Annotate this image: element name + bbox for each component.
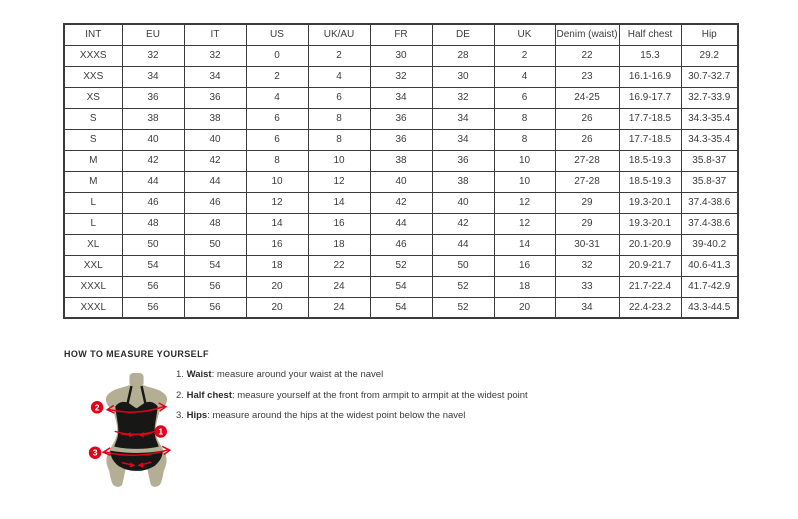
- table-cell: 8: [246, 150, 308, 171]
- table-cell: 40.6-41.3: [681, 255, 738, 276]
- column-header-denim-waist-: Denim (waist): [555, 24, 619, 45]
- table-cell: 16: [308, 213, 370, 234]
- table-cell: 10: [494, 171, 555, 192]
- table-cell: 56: [184, 297, 246, 318]
- table-cell: 29: [555, 213, 619, 234]
- table-cell: 46: [184, 192, 246, 213]
- camisole-top: [114, 402, 158, 449]
- table-cell: 14: [308, 192, 370, 213]
- table-cell: 43.3-44.5: [681, 297, 738, 318]
- table-row: [64, 45, 738, 66]
- table-cell: 56: [184, 276, 246, 297]
- table-cell: 4: [246, 87, 308, 108]
- table-cell: 16: [494, 255, 555, 276]
- table-cell: 10: [246, 171, 308, 192]
- table-cell: 32: [370, 66, 432, 87]
- table-cell: 36: [184, 87, 246, 108]
- table-cell: 24: [308, 276, 370, 297]
- column-header-de: DE: [432, 24, 494, 45]
- table-row: [64, 87, 738, 108]
- table-cell: 27-28: [555, 150, 619, 171]
- step-label: Hips: [186, 410, 208, 421]
- measure-step: [176, 369, 528, 380]
- table-cell: 52: [432, 276, 494, 297]
- table-cell: 41.7-42.9: [681, 276, 738, 297]
- table-cell: 17.7-18.5: [619, 108, 681, 129]
- table-header: [64, 24, 738, 45]
- step-label: Half chest: [186, 389, 232, 401]
- table-cell: 30: [432, 66, 494, 87]
- badge-waist: [154, 425, 167, 438]
- table-row: [64, 171, 738, 192]
- table-cell: 29: [555, 192, 619, 213]
- table-cell: 44: [432, 234, 494, 255]
- step-label: Waist: [186, 369, 212, 380]
- table-cell: 4: [308, 66, 370, 87]
- table-cell: M: [64, 171, 122, 192]
- table-cell: 22: [308, 255, 370, 276]
- table-cell: 38: [184, 108, 246, 129]
- table-cell: 42: [184, 150, 246, 171]
- table-cell: 19.3-20.1: [619, 192, 681, 213]
- table-cell: XXS: [64, 66, 122, 87]
- table-cell: 44: [184, 171, 246, 192]
- table-cell: 12: [494, 213, 555, 234]
- column-header-us: US: [246, 24, 308, 45]
- table-cell: 46: [370, 234, 432, 255]
- table-cell: 6: [494, 87, 555, 108]
- table-cell: 26: [555, 129, 619, 150]
- table-header-row: [64, 24, 738, 45]
- table-cell: 18.5-19.3: [619, 150, 681, 171]
- table-cell: 18: [308, 234, 370, 255]
- table-cell: 8: [494, 129, 555, 150]
- table-cell: 21.7-22.4: [619, 276, 681, 297]
- table-cell: 16: [246, 234, 308, 255]
- table-cell: 19.3-20.1: [619, 213, 681, 234]
- table-cell: 29.2: [681, 45, 738, 66]
- table-cell: 36: [370, 129, 432, 150]
- table-cell: S: [64, 108, 122, 129]
- table-cell: XL: [64, 234, 122, 255]
- table-cell: 20.9-21.7: [619, 255, 681, 276]
- column-header-uk-au: UK/AU: [308, 24, 370, 45]
- table-cell: 56: [122, 297, 184, 318]
- table-cell: 36: [370, 108, 432, 129]
- table-cell: 22.4-23.2: [619, 297, 681, 318]
- step-number: 3.: [176, 410, 184, 421]
- table-cell: 34: [184, 66, 246, 87]
- table-row: [64, 234, 738, 255]
- table-cell: 48: [122, 213, 184, 234]
- step-number: 1.: [176, 369, 184, 380]
- table-cell: 14: [494, 234, 555, 255]
- column-header-half-chest: Half chest: [619, 24, 681, 45]
- size-chart-table-container: [63, 23, 737, 319]
- table-cell: 30: [370, 45, 432, 66]
- table-cell: 24: [308, 297, 370, 318]
- table-cell: 40: [370, 171, 432, 192]
- table-cell: 30.7-32.7: [681, 66, 738, 87]
- table-cell: 50: [184, 234, 246, 255]
- table-cell: 34.3-35.4: [681, 108, 738, 129]
- table-cell: 35.8-37: [681, 150, 738, 171]
- table-cell: 8: [308, 108, 370, 129]
- table-cell: 20: [246, 276, 308, 297]
- table-cell: 40: [122, 129, 184, 150]
- table-cell: 42: [122, 150, 184, 171]
- table-cell: XXXL: [64, 297, 122, 318]
- table-cell: XS: [64, 87, 122, 108]
- table-cell: 6: [308, 87, 370, 108]
- table-cell: 54: [122, 255, 184, 276]
- badge-waist-number: 1: [158, 426, 164, 437]
- mannequin-neck: [129, 373, 143, 387]
- table-cell: 12: [246, 192, 308, 213]
- table-cell: 42: [370, 192, 432, 213]
- table-cell: 14: [246, 213, 308, 234]
- table-cell: 20.1-20.9: [619, 234, 681, 255]
- table-cell: 33: [555, 276, 619, 297]
- table-cell: 37.4-38.6: [681, 192, 738, 213]
- table-cell: XXXL: [64, 276, 122, 297]
- table-row: [64, 66, 738, 87]
- step-text: : measure yourself at the front from armpit to armpit at the widest point: [231, 389, 528, 401]
- table-row: [64, 108, 738, 129]
- table-row: [64, 192, 738, 213]
- table-cell: 18.5-19.3: [619, 171, 681, 192]
- table-cell: 18: [246, 255, 308, 276]
- table-cell: 32: [432, 87, 494, 108]
- table-cell: 2: [246, 66, 308, 87]
- mannequin-illustration: [84, 372, 190, 490]
- table-cell: 54: [370, 297, 432, 318]
- measure-step: [176, 410, 528, 421]
- column-header-it: IT: [184, 24, 246, 45]
- table-cell: 37.4-38.6: [681, 213, 738, 234]
- table-cell: 35.8-37: [681, 171, 738, 192]
- badge-chest: [91, 401, 104, 414]
- column-header-int: INT: [64, 24, 122, 45]
- table-cell: 32: [122, 45, 184, 66]
- badge-chest-number: 2: [94, 402, 100, 413]
- table-cell: L: [64, 213, 122, 234]
- table-cell: 32: [555, 255, 619, 276]
- table-cell: 6: [246, 108, 308, 129]
- table-cell: 24-25: [555, 87, 619, 108]
- step-text: : measure around the hips at the widest point below the navel: [207, 410, 466, 421]
- table-cell: 34: [432, 129, 494, 150]
- table-cell: 26: [555, 108, 619, 129]
- table-row: [64, 129, 738, 150]
- measure-steps-list: [176, 369, 528, 431]
- table-cell: 20: [494, 297, 555, 318]
- table-row: [64, 255, 738, 276]
- table-cell: 10: [494, 150, 555, 171]
- table-cell: XXL: [64, 255, 122, 276]
- table-cell: M: [64, 150, 122, 171]
- badge-hips-number: 3: [92, 447, 98, 458]
- table-cell: 36: [432, 150, 494, 171]
- step-text: : measure around your waist at the navel: [211, 369, 384, 380]
- table-cell: 12: [308, 171, 370, 192]
- table-cell: 16.1-16.9: [619, 66, 681, 87]
- table-cell: 6: [246, 129, 308, 150]
- table-cell: 22: [555, 45, 619, 66]
- size-chart-table: [63, 23, 739, 319]
- table-cell: 46: [122, 192, 184, 213]
- table-cell: 42: [432, 213, 494, 234]
- table-cell: 38: [122, 108, 184, 129]
- table-row: [64, 213, 738, 234]
- table-cell: XXXS: [64, 45, 122, 66]
- table-cell: 36: [122, 87, 184, 108]
- table-cell: 34: [370, 87, 432, 108]
- table-cell: 44: [370, 213, 432, 234]
- table-row: [64, 276, 738, 297]
- table-cell: S: [64, 129, 122, 150]
- table-cell: 8: [494, 108, 555, 129]
- table-cell: 34: [432, 108, 494, 129]
- table-cell: 2: [494, 45, 555, 66]
- table-cell: 10: [308, 150, 370, 171]
- table-cell: 52: [370, 255, 432, 276]
- table-cell: 23: [555, 66, 619, 87]
- measure-step: [176, 390, 528, 401]
- table-cell: 50: [432, 255, 494, 276]
- column-header-fr: FR: [370, 24, 432, 45]
- table-cell: 18: [494, 276, 555, 297]
- table-cell: 28: [432, 45, 494, 66]
- table-cell: 39-40.2: [681, 234, 738, 255]
- table-cell: 20: [246, 297, 308, 318]
- table-cell: 2: [308, 45, 370, 66]
- table-cell: 34: [122, 66, 184, 87]
- column-header-eu: EU: [122, 24, 184, 45]
- table-row: [64, 150, 738, 171]
- table-cell: 40: [432, 192, 494, 213]
- table-body: [64, 45, 738, 318]
- badge-hips: [89, 446, 102, 459]
- table-cell: 54: [184, 255, 246, 276]
- table-cell: 50: [122, 234, 184, 255]
- table-cell: 27-28: [555, 171, 619, 192]
- table-cell: 0: [246, 45, 308, 66]
- table-cell: 15.3: [619, 45, 681, 66]
- table-cell: 8: [308, 129, 370, 150]
- table-cell: 38: [370, 150, 432, 171]
- table-cell: 32: [184, 45, 246, 66]
- table-cell: 34: [555, 297, 619, 318]
- measurement-figure: [84, 372, 190, 490]
- measure-section-heading: HOW TO MEASURE YOURSELF: [64, 349, 209, 359]
- table-cell: 40: [184, 129, 246, 150]
- table-cell: 30-31: [555, 234, 619, 255]
- column-header-hip: Hip: [681, 24, 738, 45]
- table-cell: 44: [122, 171, 184, 192]
- table-cell: L: [64, 192, 122, 213]
- table-cell: 16.9-17.7: [619, 87, 681, 108]
- table-cell: 52: [432, 297, 494, 318]
- table-cell: 56: [122, 276, 184, 297]
- table-cell: 54: [370, 276, 432, 297]
- table-cell: 48: [184, 213, 246, 234]
- table-cell: 17.7-18.5: [619, 129, 681, 150]
- table-cell: 34.3-35.4: [681, 129, 738, 150]
- table-cell: 38: [432, 171, 494, 192]
- table-row: [64, 297, 738, 318]
- table-cell: 32.7-33.9: [681, 87, 738, 108]
- table-cell: 4: [494, 66, 555, 87]
- step-number: 2.: [176, 389, 184, 401]
- column-header-uk: UK: [494, 24, 555, 45]
- table-cell: 12: [494, 192, 555, 213]
